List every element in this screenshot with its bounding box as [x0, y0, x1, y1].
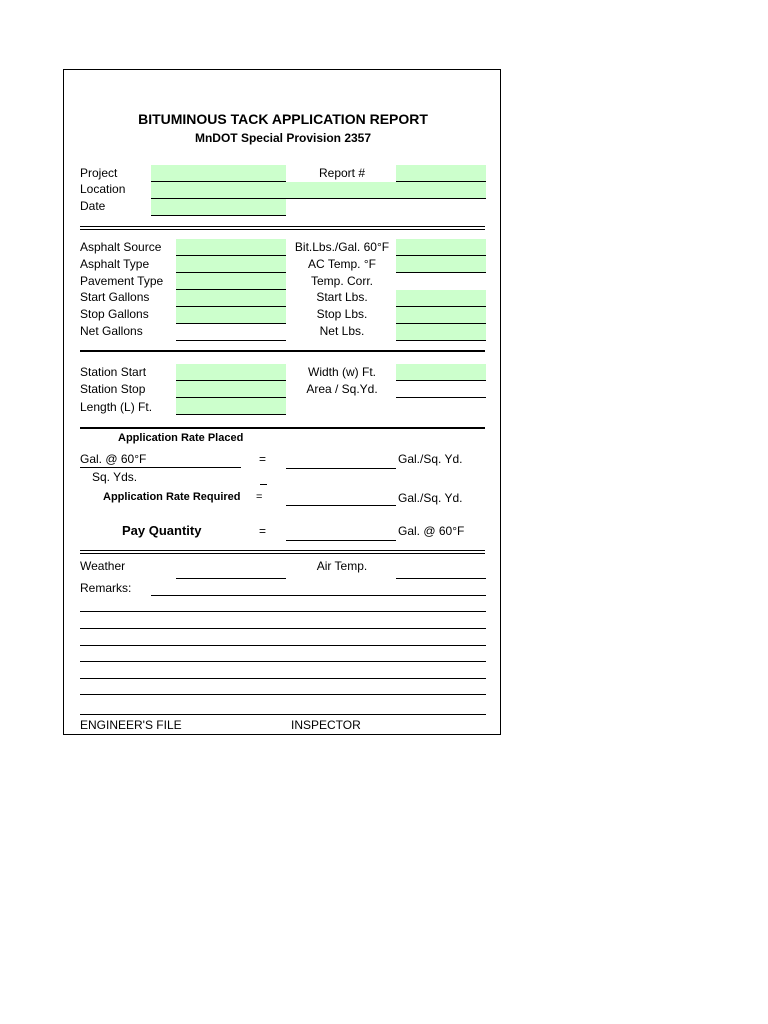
- station-start-label: Station Start: [80, 365, 147, 379]
- location-field[interactable]: [151, 182, 486, 199]
- temp-corr-label: Temp. Corr.: [310, 274, 373, 288]
- width-field[interactable]: [396, 364, 486, 381]
- rate-required-label: Application Rate Required: [103, 491, 241, 503]
- rate-placed-heading: Application Rate Placed: [118, 432, 244, 444]
- stop-lbs-label: Stop Lbs.: [316, 307, 368, 321]
- length-label: Length (L) Ft.: [80, 400, 153, 414]
- gal-60f-label: Gal. @ 60°F: [80, 452, 147, 466]
- net-lbs-label: Net Lbs.: [319, 324, 365, 338]
- stop-gallons-field[interactable]: [176, 307, 286, 324]
- pavement-type-label: Pavement Type: [80, 274, 164, 288]
- report-number-field[interactable]: [396, 165, 486, 182]
- fraction-line: [80, 467, 241, 468]
- asphalt-source-field[interactable]: [176, 239, 286, 256]
- remarks-line[interactable]: [151, 595, 486, 596]
- pavement-type-field[interactable]: [176, 273, 286, 290]
- weather-line[interactable]: [176, 578, 286, 579]
- equals-sign: =: [259, 452, 267, 466]
- tack-application-report-form: [63, 69, 501, 735]
- asphalt-source-label: Asphalt Source: [80, 240, 162, 254]
- remarks-line[interactable]: [80, 678, 486, 679]
- form-subtitle: MnDOT Special Provision 2357: [194, 131, 372, 145]
- project-label: Project: [80, 166, 118, 180]
- station-start-field[interactable]: [176, 364, 286, 381]
- start-lbs-label: Start Lbs.: [316, 290, 368, 304]
- air-temp-label: Air Temp.: [316, 559, 368, 573]
- rate-required-unit: Gal./Sq. Yd.: [398, 491, 463, 505]
- start-lbs-field[interactable]: [396, 290, 486, 307]
- length-field[interactable]: [176, 398, 286, 415]
- weather-label: Weather: [80, 559, 126, 573]
- asphalt-type-field[interactable]: [176, 256, 286, 273]
- ac-temp-label: AC Temp. °F: [308, 257, 376, 271]
- pay-quantity-unit: Gal. @ 60°F: [398, 524, 465, 538]
- underscore-mark: [260, 484, 267, 485]
- stop-lbs-field[interactable]: [396, 307, 486, 324]
- sq-yds-label: Sq. Yds.: [92, 470, 138, 484]
- remarks-line[interactable]: [80, 611, 486, 612]
- air-temp-line[interactable]: [396, 578, 486, 579]
- equals-sign: =: [259, 524, 267, 538]
- remarks-line[interactable]: [80, 714, 486, 715]
- project-field[interactable]: [151, 165, 286, 182]
- remarks-line[interactable]: [80, 661, 486, 662]
- asphalt-type-label: Asphalt Type: [80, 257, 150, 271]
- remarks-line[interactable]: [80, 645, 486, 646]
- start-gallons-field[interactable]: [176, 290, 286, 307]
- station-stop-field[interactable]: [176, 381, 286, 398]
- station-stop-label: Station Stop: [80, 382, 146, 396]
- stop-gallons-label: Stop Gallons: [80, 307, 149, 321]
- rate-placed-line[interactable]: [286, 468, 396, 469]
- area-label: Area / Sq.Yd.: [306, 382, 378, 396]
- location-label: Location: [80, 182, 126, 196]
- net-gallons-label: Net Gallons: [80, 324, 143, 338]
- date-field[interactable]: [151, 199, 286, 216]
- rate-placed-unit: Gal./Sq. Yd.: [398, 452, 463, 466]
- remarks-label: Remarks:: [80, 581, 132, 595]
- report-number-label: Report #: [318, 166, 366, 180]
- rate-required-line[interactable]: [286, 505, 396, 506]
- section-divider: [80, 226, 485, 230]
- section-divider: [80, 350, 485, 352]
- start-gallons-label: Start Gallons: [80, 290, 150, 304]
- remarks-line[interactable]: [80, 694, 486, 695]
- equals-sign: =: [256, 491, 263, 503]
- ac-temp-field[interactable]: [396, 256, 486, 273]
- date-label: Date: [80, 199, 106, 213]
- engineers-file-label: ENGINEER'S FILE: [80, 718, 182, 732]
- area-line[interactable]: [396, 397, 486, 398]
- net-lbs-field[interactable]: [396, 324, 486, 341]
- bit-lbs-gal-label: Bit.Lbs./Gal. 60°F: [294, 240, 390, 254]
- width-label: Width (w) Ft.: [308, 365, 376, 379]
- bit-lbs-gal-field[interactable]: [396, 239, 486, 256]
- form-title: BITUMINOUS TACK APPLICATION REPORT: [138, 111, 428, 127]
- pay-quantity-line[interactable]: [286, 540, 396, 541]
- section-divider: [80, 427, 485, 429]
- pay-quantity-label: Pay Quantity: [122, 523, 202, 538]
- section-divider: [80, 550, 485, 554]
- remarks-line[interactable]: [80, 628, 486, 629]
- net-gallons-line[interactable]: [176, 340, 286, 341]
- inspector-label: INSPECTOR: [291, 718, 361, 732]
